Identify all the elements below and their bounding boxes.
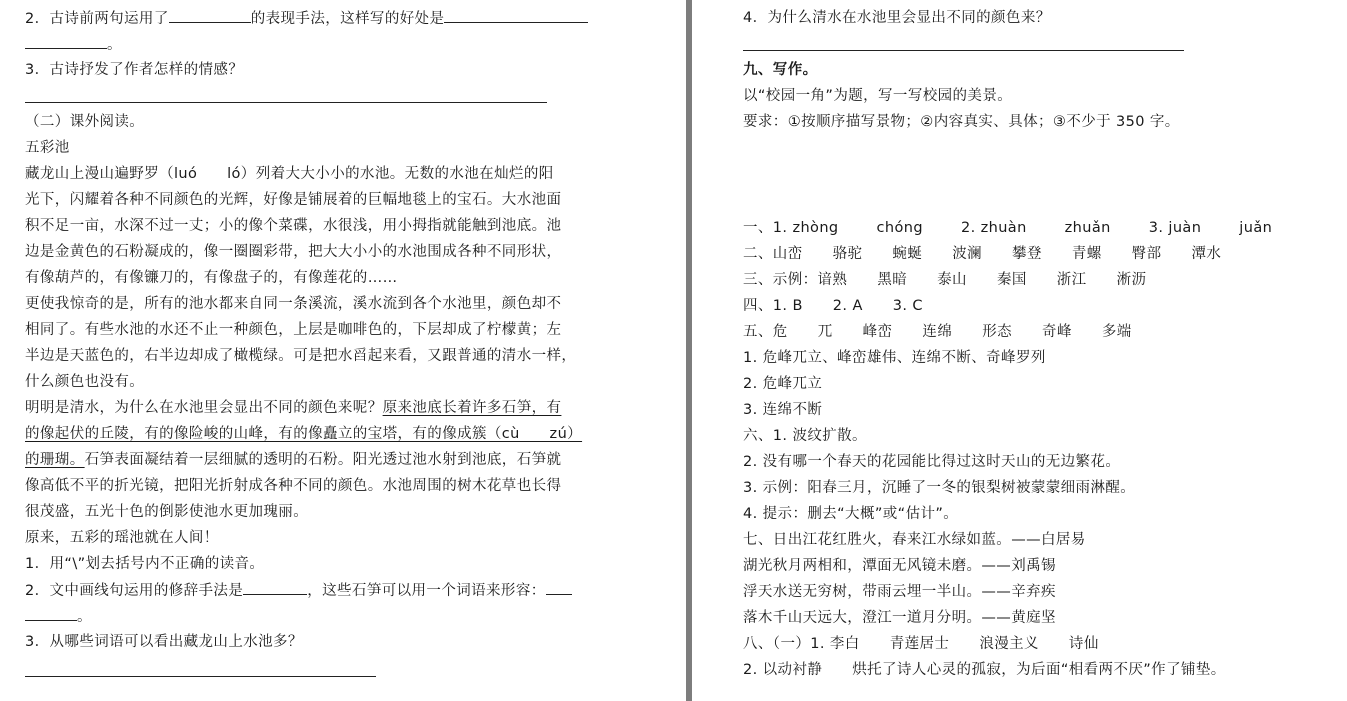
question-2 [25,8,588,29]
paragraph-line: 很茂盛，五光十色的倒影使池水更加瑰丽。 [25,504,309,520]
answer-item: 3. C [892,298,923,314]
answer-item: 潭水 [1191,246,1222,262]
answer-line-text: 3. 连绵不断 [743,402,823,418]
paragraph-line: 相同了。有些水池的水还不止一种颜色，上层是咖啡色的，下层却成了柠檬黄；左 [25,322,562,338]
answer-item: 3. juàn [1148,220,1202,236]
answer-8-2 [743,660,1226,680]
answer-5 [743,322,1132,342]
question-4: 4．为什么清水在水池里会显出不同的颜色来？ [743,10,1051,26]
answer-item: 一、1. zhòng [743,220,839,236]
answer-line[interactable] [743,50,1184,51]
answer-item: 浪漫主义 [979,636,1039,652]
answer-item: 三、示例：谙熟 [743,272,848,288]
paragraph-text: 明明是清水，为什么在水池里会显出不同的颜色来呢？ [25,400,383,416]
answer-item: 四、1. B [743,298,803,314]
answer-item: 波澜 [952,246,983,262]
answer-item: 秦国 [996,272,1027,288]
answer-item: 奇峰 [1042,324,1072,340]
poem-line: 浮天水送无穷树，带雨云埋一半山。——辛弃疾 [743,584,1056,600]
answer-item: 青螺 [1071,246,1102,262]
answer-item: 青莲居士 [889,636,950,652]
paragraph-line [25,450,561,470]
answer-item: 烘托了诗人心灵的孤寂，为后面“相看两不厌”作了铺垫。 [852,662,1226,678]
answer-line[interactable] [25,676,376,677]
answer-line-text: 4. 提示：删去“大概”或“估计”。 [743,506,959,522]
q2-mid: 的表现手法，这样写的好处是 [250,11,445,27]
answer-item: 八、（一）1. 李白 [743,636,860,652]
answer-8 [743,634,1099,654]
answer-item: 2. A [832,298,863,314]
answer-7: 七、日出江花红胜火，春来江水绿如蓝。——白居易 [743,532,1086,548]
exercise-1: 1．用“\”划去括号内不正确的读音。 [25,556,265,572]
answer-blank[interactable] [25,34,107,49]
answer-line-text: 2. 危峰兀立 [743,376,823,392]
answer-item: 臀部 [1131,246,1162,262]
right-page [694,0,1347,701]
answer-item: 浙江 [1056,272,1087,288]
question-3: 3．古诗抒发了作者怎样的情感？ [25,62,244,78]
answer-line-text: 1. 危峰兀立、峰峦雄伟、连绵不断、奇峰罗列 [743,350,1046,366]
answer-item: 峰峦 [862,324,893,340]
paragraph-line: 像高低不平的折光镜，把阳光折射成各种不同的颜色。水池周围的树木花草也长得 [25,478,562,494]
answer-3 [743,270,1146,290]
paragraph-line [25,398,561,418]
answer-2 [743,244,1221,264]
paragraph-line: 积不足一亩，水深不过一丈；小的像个菜碟，水很浅，用小拇指就能触到池底。池 [25,218,562,234]
paragraph-line: 有像葫芦的，有像镰刀的，有像盘子的，有像莲花的…… [25,270,398,286]
exercise-2-text: ，这些石笋可以用一个词语来形容： [307,583,546,599]
answer-item: 2. zhuàn [960,220,1027,236]
writing-requirements: 要求：①按顺序描写景物；②内容真实、具体；③不少于 350 字。 [743,114,1180,130]
underlined-sentence: 原来池底长着许多石笋，有 [382,400,562,416]
paragraph-line: 藏龙山上漫山遍野罗（luó ló）列着大大小小的水池。无数的水池在灿烂的阳 [25,166,554,182]
paragraph-line: 更使我惊奇的是，所有的池水都来自同一条溪流，溪水流到各个水池里，颜色却不 [25,296,562,312]
answer-item: 2. 以动衬静 [743,662,823,678]
answer-item: 泰山 [937,272,967,288]
answer-line[interactable] [25,102,547,103]
answer-item: 攀登 [1012,246,1042,262]
exercise-2-cont [25,606,92,627]
page-divider [686,0,692,701]
underlined-sentence: 的像起伏的丘陵，有的像险峻的山峰，有的像矗立的宝塔，有的像成簇（cù zú） [25,426,583,442]
answer-blank[interactable] [243,580,307,595]
answer-item: 形态 [982,324,1013,340]
answer-item: 五、危 [743,324,788,340]
answer-item: 骆驼 [832,246,863,262]
answer-1 [743,218,1272,238]
paragraph-line: 原来，五彩的瑶池就在人间！ [25,530,219,546]
answer-6: 六、1. 波纹扩散。 [743,428,867,444]
underlined-sentence: 的珊瑚。 [25,452,85,468]
paragraph-line: 半边是天蓝色的，右半边却成了橄榄绿。可是把水舀起来看，又跟普通的清水一样， [25,348,577,364]
q2-prefix: 2．古诗前两句运用了 [25,11,169,27]
answer-item: 兀 [817,324,833,340]
section-heading: （二）课外阅读。 [25,114,145,130]
answer-item: 二、山峦 [743,246,803,262]
answer-item: 诗仙 [1068,636,1099,652]
answer-item: 多端 [1101,324,1132,340]
q2-end: 。 [107,37,122,53]
answer-item: chóng [876,220,923,236]
answer-item: 蜿蜒 [892,246,923,262]
question-2-cont [25,34,122,55]
paragraph-line: 光下，闪耀着各种不同颜色的光辉，好像是铺展着的巨幅地毯上的宝石。大水池面 [25,192,562,208]
poem-line: 落木千山天远大，澄江一道月分明。——黄庭坚 [743,610,1056,626]
exercise-2 [25,580,572,601]
answer-blank[interactable] [444,8,588,23]
article-title: 五彩池 [25,140,70,156]
answer-item: juǎn [1239,220,1273,236]
paragraph-line: 什么颜色也没有。 [25,374,145,390]
exercise-2-end: 。 [77,609,92,625]
answer-line-text: 3. 示例：阳春三月，沉睡了一冬的银梨树被蒙蒙细雨淋醒。 [743,480,1136,496]
answer-blank[interactable] [169,8,251,23]
answer-blank[interactable] [25,606,77,621]
answer-item: 连绵 [922,324,953,340]
exercise-2-text: 2．文中画线句运用的修辞手法是 [25,583,244,599]
writing-heading: 九、写作。 [743,62,818,78]
answer-4 [743,296,923,316]
exercise-3: 3．从哪些词语可以看出藏龙山上水池多？ [25,634,303,650]
answer-item: 淅沥 [1116,272,1147,288]
writing-prompt: 以“校园一角”为题，写一写校园的美景。 [743,88,1013,104]
answer-blank[interactable] [546,580,572,595]
answer-item: zhuǎn [1064,220,1111,236]
answer-line-text: 2. 没有哪一个春天的花园能比得过这时天山的无边繁花。 [743,454,1121,470]
poem-line: 湖光秋月两相和，潭面无风镜未磨。——刘禹锡 [743,558,1056,574]
paragraph-text: 石笋表面凝结着一层细腻的透明的石粉。阳光透过池水射到池底，石笋就 [84,452,562,468]
paragraph-line: 边是金黄色的石粉凝成的，像一圈圈彩带，把大大小小的水池围成各种不同形状， [25,244,562,260]
answer-item: 黑暗 [877,272,908,288]
